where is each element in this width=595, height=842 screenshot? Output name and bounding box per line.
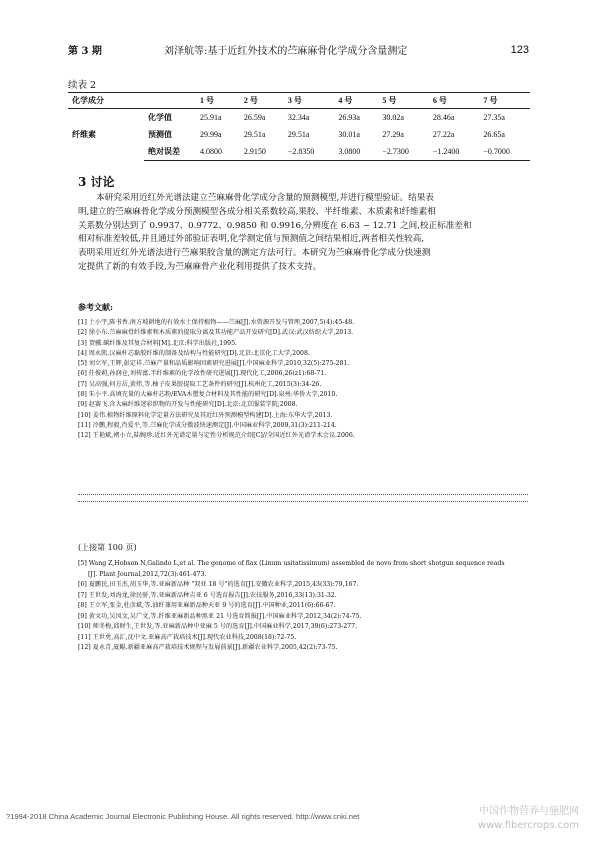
- reference-item: [4] 周永凯.汉麻杆芯黏胶纤维的制备及结构与性能研究[D].北京:北京化工大学,2008.: [78, 349, 310, 357]
- section-heading: 3 讨论: [78, 175, 115, 189]
- results-table: [68, 92, 530, 161]
- reference-item: [10] 姜伟.植物纤维原料化学定量方法研究及其近红外预测模型构建[D].上海:东华大学,2013.: [78, 411, 333, 419]
- table-cell: 29.51a: [287, 130, 310, 139]
- table-caption: 续表 2: [68, 80, 97, 91]
- row-label: 预测值: [148, 130, 172, 139]
- paragraph-line: 相对标准差较低,并且通过外部验证表明,化学测定值与预测值之间结果相近,两者相关性较高,: [78, 234, 425, 245]
- reference-item: [7] 王世发,刘海龙,徐民骄,等.亚麻新品种吉亚 6 号选育报告[J].农技服务,2016,33(13):31-32.: [78, 591, 337, 599]
- paragraph-line: 本研究采用近红外光谱法建立苎麻麻骨化学成分含量的预测模型,并进行模型验证。结果表: [96, 193, 434, 203]
- table-row: [68, 109, 530, 127]
- continued-from-note: (上接第 100 页): [78, 543, 137, 552]
- column-header: 4 号: [334, 93, 378, 109]
- reference-item: [J]. Plant Journal,2012,72(3):461-473.: [88, 570, 207, 578]
- column-header: 1 号: [196, 93, 240, 109]
- table-cell: 30.02a: [382, 113, 404, 122]
- reference-item: [8] 王立军,张金,杜彦斌,等.油纤兼用亚麻新品种天亚 9 号的选育[J].中国种业,2011(6):66-67.: [78, 602, 336, 609]
- table-cell: −0.7000: [479, 143, 530, 161]
- reference-item: [10] 师冬梅,邱财生,王世发,等.亚麻新品种中亚麻 5 号的选育[J].中国麻业科学,2017,39(6):273-277.: [78, 623, 358, 630]
- table-cell: 30.01a: [338, 130, 360, 139]
- table-cell: 26.65a: [483, 130, 505, 139]
- row-label: 绝对误差: [144, 143, 196, 161]
- reference-item: [8] 朱小平.高填充量的大麻杆芯粉/EVA木塑复合材料及其性能的研究[D].泉州:华侨大学,2010.: [78, 391, 338, 399]
- table-cell: 29.99a: [200, 130, 222, 139]
- table-cell: 28.46a: [432, 113, 455, 122]
- paragraph-line: 关系数分别达到了 0.9937、0.9772、0.9850 和 0.9916,分辨度在 6.63 ~ 12.71 之间,校正标准差和: [78, 220, 472, 231]
- section-divider: [78, 494, 528, 502]
- reference-item: [12] 王艳斌,褚小立,陆婉珍.近红外光谱定量与定性分析规范介绍[C]//全国近红外光谱学术会议.2006.: [78, 432, 355, 440]
- issue-number: 第 3 期: [68, 46, 102, 57]
- running-title: 刘泽航等:基于近红外技术的苎麻麻骨化学成分含量测定: [164, 46, 408, 57]
- table-cell: −2.7300: [378, 143, 429, 161]
- table-cell: 26.93a: [338, 113, 360, 122]
- copyright-footer: ?1994-2018 China Academic Journal Electronic Publishing House. All rights reserved. http://www.cnki.net: [6, 812, 360, 821]
- table-corner-header: 化学成分: [68, 93, 144, 109]
- table-subheader-blank: [144, 93, 196, 109]
- discussion-paragraph: [78, 192, 528, 275]
- table-cell: 32.34a: [287, 113, 310, 122]
- column-header: 7 号: [479, 93, 530, 109]
- table-cell: 25.91a: [200, 113, 222, 122]
- column-header: 6 号: [429, 93, 480, 109]
- table-cell: 27.35a: [483, 113, 505, 122]
- table-cell: 3.0800: [334, 143, 378, 161]
- table-cell: −2.8350: [284, 143, 335, 161]
- running-header: [68, 40, 529, 60]
- table-cell: 27.29a: [382, 130, 404, 139]
- reference-item: [7] 吴高强,何方岳,黄炜,等.柚子皮果胶提取工艺条件的研究[J].杭州化工,2015(3):34-26.: [78, 380, 322, 388]
- paragraph-line: 明,建立的苎麻麻骨化学成分预测模型各成分相关系数较高,果胶、半纤维素、木质素和纤维素相: [78, 206, 436, 217]
- watermark-title: 中国作物营养与施肥网: [479, 806, 579, 817]
- reference-item: [5] Wang Z,Hobson N,Galindo L,et al. The genome of flax (Linum usitatissimum) assembled de novo from short shotgun sequence reads: [78, 560, 505, 567]
- paragraph-line: 定提供了新的有效手段,为苎麻麻骨产业化利用提供了技术支持。: [78, 261, 322, 272]
- reference-item: [6] 夏鹏民,田玉杰,胡玉华,等.亚麻新品种 "双亚 18 号"的选育[J].安徽农业科学,2015,43(33):79,167.: [78, 581, 359, 588]
- table-cell: 29.51a: [243, 130, 266, 139]
- paragraph-line: 表明采用近红外光谱法进行苎麻果胶含量的测定方法可行。本研究为苎麻麻骨化学成分快速测: [78, 248, 431, 259]
- table-cell: 27.22a: [432, 130, 455, 139]
- column-header: 2 号: [240, 93, 284, 109]
- reference-list: [78, 318, 528, 442]
- row-group-label: 纤维素: [72, 130, 96, 140]
- reference-item: [1] 土小宇,陈书香.南方坡耕地的有效水土保持植物——苎麻[J].水资源开发与管理,2007,5(4):45-48.: [78, 319, 355, 326]
- watermark-url: www.fibercrops.com: [477, 820, 579, 831]
- reference-item: [5] 刘立军,王辉,彭定祥.苎麻产量和品质影响因素研究进展[J].中国麻业科学,2010,32(5):275-281.: [78, 360, 350, 368]
- column-header: 3 号: [284, 93, 335, 109]
- reference-item: [11] 冷鹏,程毅,肖爱平,等.苎麻化学成分微波快速测定[J].中国麻业科学,2009,31(3):211-214.: [78, 421, 337, 429]
- page-number: 123: [510, 44, 529, 56]
- reference-item: [6] 任俊莉,孙润仓,刘传富.半纤维素的化学改性研究进展[J].现代化工,2006,26(z1):68-71.: [78, 370, 327, 378]
- reference-item: [12] 夏永青,夏鲲.新疆亚麻高产栽培技术规程与发展前景[J].新疆农业科学,2005,42(2):73-75.: [78, 644, 338, 651]
- column-header: 5 号: [378, 93, 429, 109]
- table-cell: 4.0800: [196, 143, 240, 161]
- row-label: 化学值: [148, 113, 172, 122]
- table-cell: 26.59a: [243, 113, 266, 122]
- table-cell: 2.9150: [240, 143, 284, 161]
- reference-item: [9] 赵赛飞.含大麻纤维迷彩织物的开发与性能研究[D].北京:北京服装学院,2008.: [78, 401, 298, 409]
- reference-item: [2] 徐小东.苎麻麻骨纤维素和木质素的提取分离及其功能产品开发研究[D].武汉:武汉纺织大学,2013.: [78, 329, 354, 337]
- reference-item: [3] 贺骥.碳纤维及其复合材料[M].北京:科学出版社,1995.: [78, 339, 237, 347]
- references-heading: 参考文献:: [78, 302, 113, 312]
- table-header-row: [68, 93, 530, 109]
- continued-reference-list: [78, 559, 528, 654]
- reference-item: [11] 王世勇,高汇,沈中文.亚麻高产栽培技术[J].现代农业科技,2008(18):72-75.: [78, 633, 297, 641]
- table-cell: −1.2400: [429, 143, 480, 161]
- reference-item: [9] 黄文功,吴凤文,吴广文,等.纤维亚麻新品种黑亚 21 号选育简报[J].中国麻业科学,2012,34(2):74-75.: [78, 612, 362, 620]
